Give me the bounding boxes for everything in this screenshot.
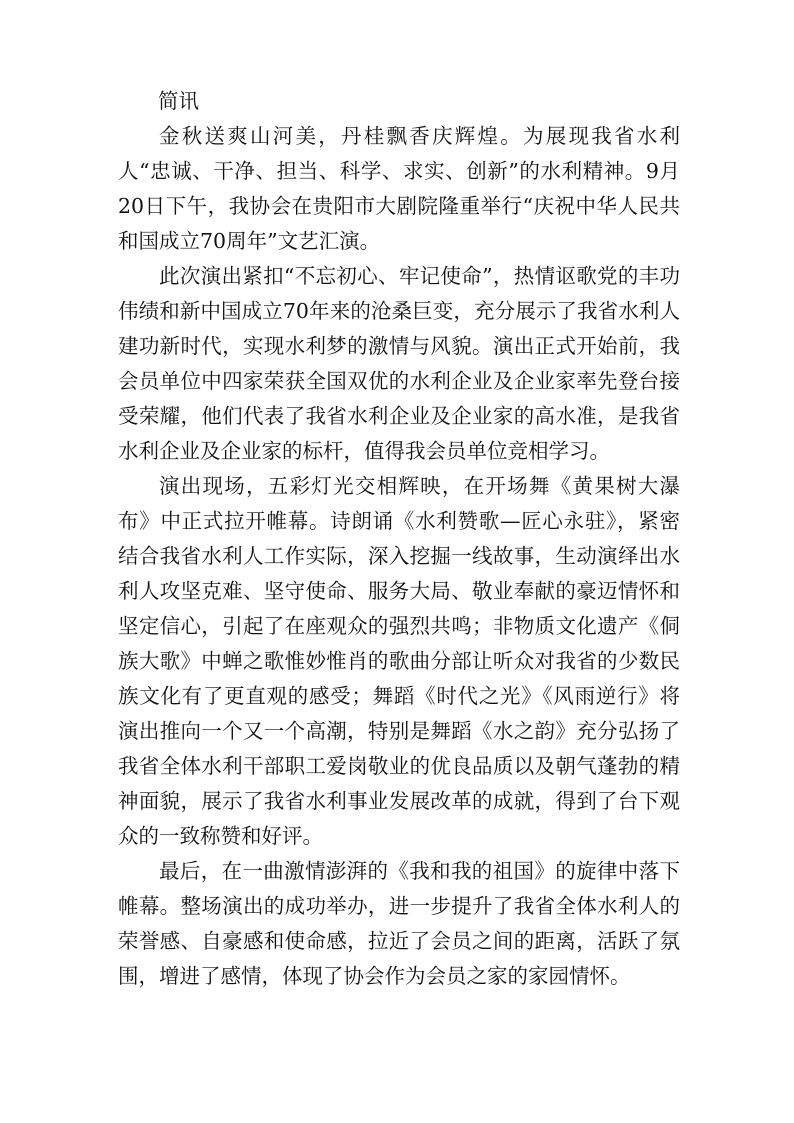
paragraph-performance: 演出现场，五彩灯光交相辉映，在开场舞《黄果树大瀑布》中正式拉开帷幕。诗朗诵《水利赞歌—匠心永驻》，紧密结合我省水利人工作实际，深入挖掘一线故事，生动演绎出水利人攻坚克难、坚守使命、服务大局、敬业奉献的豪迈情怀和坚定信心，引起了在座观众的强烈共鸣；非物质文化遗产《侗族大歌》中蝉之歌惟妙惟肖的歌曲分部让听众对我省的少数民族文化有了更直观的感受；舞蹈《时代之光》《风雨逆行》将演出推向一个又一个高潮，特别是舞蹈《水之韵》充分弘扬了我省全体水利干部职工爱岗敬业的优良品质以及朝气蓬勃的精神面貌，展示了我省水利事业发展改革的成就，得到了台下观众的一致称赞和好评。 [118, 474, 680, 848]
article-heading: 简讯 [158, 89, 199, 113]
paragraph-intro: 金秋送爽山河美，丹桂飘香庆辉煌。为展现我省水利人“忠诚、干净、担当、科学、求实、创新”的水利精神。9月20日下午，我协会在贵阳市大剧院隆重举行“庆祝中华人民共和国成立70周年”文艺汇演。 [118, 124, 680, 253]
article-body [118, 84, 680, 994]
paragraph-theme: 此次演出紧扣“不忘初心、牢记使命”，热情讴歌党的丰功伟绩和新中国成立70年来的沧桑巨变，充分展示了我省水利人建功新时代，实现水利梦的激情与风貌。演出正式开始前，我会员单位中四家荣获全国双优的水利企业及企业家率先登台接受荣耀，他们代表了我省水利企业及企业家的高水准，是我省水利企业及企业家的标杆，值得我会员单位竞相学习。 [118, 264, 680, 463]
paragraph-closing: 最后，在一曲激情澎湃的《我和我的祖国》的旋律中落下帷幕。整场演出的成功举办，进一步提升了我省全体水利人的荣誉感、自豪感和使命感，拉近了会员之间的距离，活跃了氛围，增进了感情，体现了协会作为会员之家的家园情怀。 [118, 859, 680, 988]
